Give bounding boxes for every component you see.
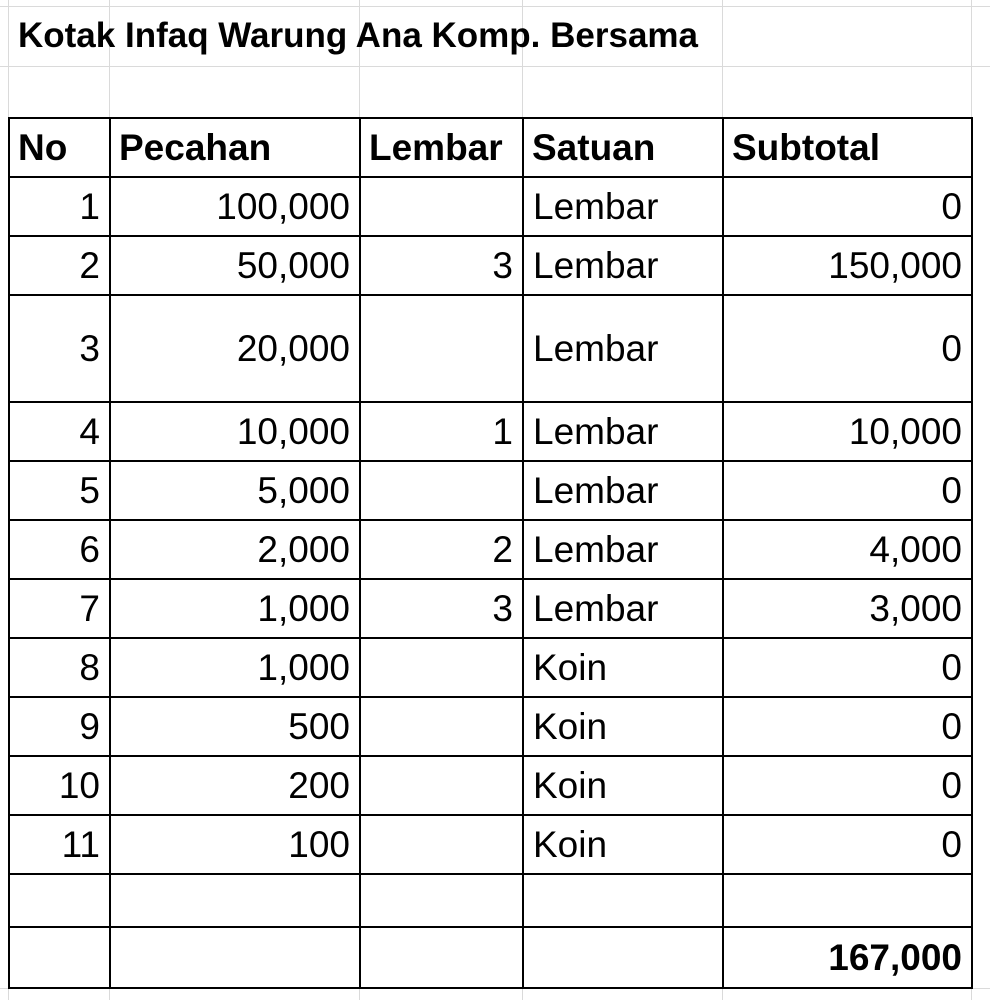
- table-row: [9, 520, 972, 579]
- subtotal-cell[interactable]: 0: [723, 295, 972, 402]
- header-no-cell[interactable]: No: [9, 118, 110, 177]
- satuan-cell[interactable]: Lembar: [523, 402, 723, 461]
- pecahan-cell[interactable]: 50,000: [110, 236, 360, 295]
- subtotal-cell[interactable]: 150,000: [723, 236, 972, 295]
- pecahan-cell[interactable]: 200: [110, 756, 360, 815]
- pecahan-cell[interactable]: 100,000: [110, 177, 360, 236]
- table-row: [9, 402, 972, 461]
- lembar-cell[interactable]: [360, 756, 523, 815]
- pecahan-cell[interactable]: 10,000: [110, 402, 360, 461]
- table-row: [9, 177, 972, 236]
- subtotal-cell[interactable]: 4,000: [723, 520, 972, 579]
- header-satuan-cell[interactable]: Satuan: [523, 118, 723, 177]
- empty-cell[interactable]: [110, 874, 360, 927]
- no-cell[interactable]: 3: [9, 295, 110, 402]
- grid-line: [0, 6, 990, 7]
- empty-cell[interactable]: [523, 874, 723, 927]
- lembar-cell[interactable]: 3: [360, 236, 523, 295]
- header-lembar-cell[interactable]: Lembar: [360, 118, 523, 177]
- no-cell[interactable]: 10: [9, 756, 110, 815]
- subtotal-cell[interactable]: 0: [723, 638, 972, 697]
- subtotal-cell[interactable]: 0: [723, 177, 972, 236]
- lembar-cell[interactable]: 1: [360, 402, 523, 461]
- pecahan-cell[interactable]: 1,000: [110, 579, 360, 638]
- lembar-cell[interactable]: [360, 295, 523, 402]
- pecahan-cell[interactable]: 20,000: [110, 295, 360, 402]
- lembar-cell[interactable]: 3: [360, 579, 523, 638]
- pecahan-cell[interactable]: 100: [110, 815, 360, 874]
- empty-cell[interactable]: [9, 874, 110, 927]
- header-row: [9, 118, 972, 177]
- sheet-title[interactable]: Kotak Infaq Warung Ana Komp. Bersama: [18, 16, 699, 55]
- subtotal-cell[interactable]: 0: [723, 756, 972, 815]
- satuan-cell[interactable]: Lembar: [523, 520, 723, 579]
- empty-cell[interactable]: [360, 927, 523, 988]
- pecahan-cell[interactable]: 1,000: [110, 638, 360, 697]
- table-row: [9, 461, 972, 520]
- subtotal-cell[interactable]: 10,000: [723, 402, 972, 461]
- grand-total-cell[interactable]: 167,000: [723, 927, 972, 988]
- empty-cell[interactable]: [360, 874, 523, 927]
- no-cell[interactable]: 7: [9, 579, 110, 638]
- empty-cell[interactable]: [723, 874, 972, 927]
- satuan-cell[interactable]: Koin: [523, 756, 723, 815]
- subtotal-cell[interactable]: 3,000: [723, 579, 972, 638]
- satuan-cell[interactable]: Koin: [523, 815, 723, 874]
- pecahan-cell[interactable]: 500: [110, 697, 360, 756]
- table-row: [9, 697, 972, 756]
- lembar-cell[interactable]: 2: [360, 520, 523, 579]
- no-cell[interactable]: 11: [9, 815, 110, 874]
- table-row: [9, 815, 972, 874]
- lembar-cell[interactable]: [360, 697, 523, 756]
- empty-cell[interactable]: [523, 927, 723, 988]
- satuan-cell[interactable]: Lembar: [523, 177, 723, 236]
- subtotal-cell[interactable]: 0: [723, 697, 972, 756]
- no-cell[interactable]: 1: [9, 177, 110, 236]
- no-cell[interactable]: 9: [9, 697, 110, 756]
- pecahan-cell[interactable]: 2,000: [110, 520, 360, 579]
- header-subtotal-cell[interactable]: Subtotal: [723, 118, 972, 177]
- empty-row: [9, 874, 972, 927]
- subtotal-cell[interactable]: 0: [723, 461, 972, 520]
- no-cell[interactable]: 4: [9, 402, 110, 461]
- lembar-cell[interactable]: [360, 638, 523, 697]
- satuan-cell[interactable]: Lembar: [523, 579, 723, 638]
- lembar-cell[interactable]: [360, 461, 523, 520]
- no-cell[interactable]: 5: [9, 461, 110, 520]
- satuan-cell[interactable]: Lembar: [523, 236, 723, 295]
- satuan-cell[interactable]: Koin: [523, 638, 723, 697]
- lembar-cell[interactable]: [360, 815, 523, 874]
- table-row: [9, 638, 972, 697]
- empty-cell[interactable]: [110, 927, 360, 988]
- table-row: [9, 756, 972, 815]
- grid-line: [0, 66, 990, 67]
- table-row: [9, 579, 972, 638]
- denomination-table: [8, 117, 973, 989]
- no-cell[interactable]: 2: [9, 236, 110, 295]
- pecahan-cell[interactable]: 5,000: [110, 461, 360, 520]
- empty-cell[interactable]: [9, 927, 110, 988]
- satuan-cell[interactable]: Koin: [523, 697, 723, 756]
- lembar-cell[interactable]: [360, 177, 523, 236]
- satuan-cell[interactable]: Lembar: [523, 295, 723, 402]
- no-cell[interactable]: 8: [9, 638, 110, 697]
- table-row: [9, 295, 972, 402]
- satuan-cell[interactable]: Lembar: [523, 461, 723, 520]
- subtotal-cell[interactable]: 0: [723, 815, 972, 874]
- total-row: [9, 927, 972, 988]
- no-cell[interactable]: 6: [9, 520, 110, 579]
- header-pecahan-cell[interactable]: Pecahan: [110, 118, 360, 177]
- table-row: [9, 236, 972, 295]
